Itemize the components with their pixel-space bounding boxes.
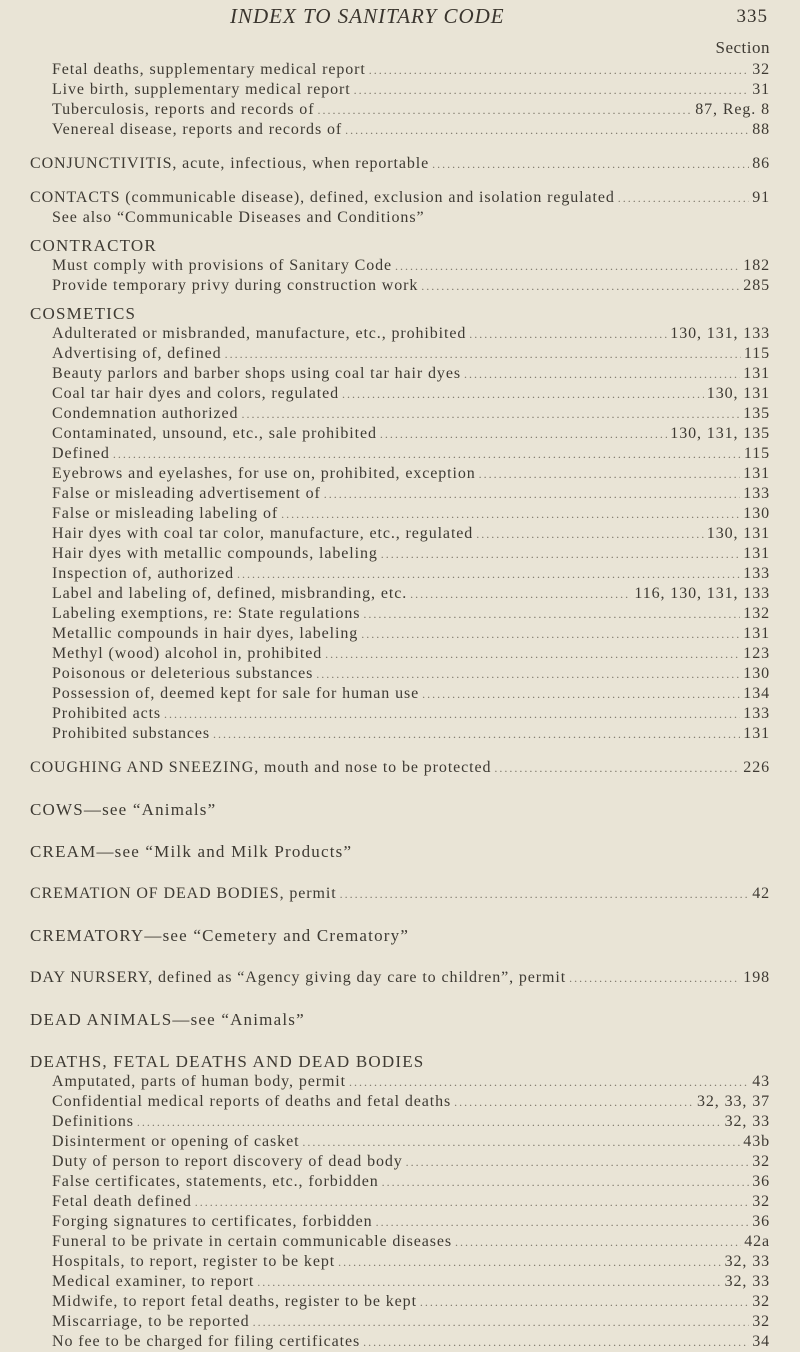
entry-text: Tuberculosis, reports and records of xyxy=(52,101,315,118)
index-entry xyxy=(0,384,800,404)
index-entry xyxy=(0,758,800,778)
dot-leader xyxy=(253,1312,750,1332)
entry-text: CONJUNCTIVITIS, acute, infectious, when reportable xyxy=(30,155,430,172)
section-column-header: Section xyxy=(715,38,770,57)
dot-leader xyxy=(406,1152,750,1172)
index-entry xyxy=(0,684,800,704)
entry-text: Methyl (wood) alcohol in, prohibited xyxy=(52,645,323,662)
section-ref: 36 xyxy=(752,1173,770,1190)
entry-text: Fetal deaths, supplementary medical report xyxy=(52,61,366,78)
deaths-group xyxy=(0,1072,800,1352)
index-entry xyxy=(0,544,800,564)
index-entry xyxy=(0,604,800,624)
section-ref: 132 xyxy=(743,605,770,622)
index-entry xyxy=(0,884,800,904)
section-ref: 131 xyxy=(743,365,770,382)
dot-leader xyxy=(476,524,704,544)
entry-text: Coal tar hair dyes and colors, regulated xyxy=(52,385,340,402)
index-entry xyxy=(0,1212,800,1232)
entry-text: No fee to be charged for filing certificates xyxy=(52,1333,361,1350)
index-entry xyxy=(0,1252,800,1272)
section-ref: 32 xyxy=(752,1153,770,1170)
fetal-deaths-group xyxy=(0,60,800,140)
coughing-entry xyxy=(0,758,800,778)
index-entry xyxy=(0,1312,800,1332)
section-ref: 43 xyxy=(752,1073,770,1090)
entry-text: Live birth, supplementary medical report xyxy=(52,81,351,98)
index-entry xyxy=(0,584,800,604)
section-ref: 134 xyxy=(743,685,770,702)
entry-text: Advertising of, defined xyxy=(52,345,222,362)
entry-text: Funeral to be private in certain communicable diseases xyxy=(52,1233,453,1250)
conjunctivitis-entry xyxy=(0,154,800,174)
entry-text: Venereal disease, reports and records of xyxy=(52,121,343,138)
contractor-group xyxy=(0,256,800,296)
dot-leader xyxy=(257,1272,721,1292)
index-entry xyxy=(0,624,800,644)
dot-leader xyxy=(225,344,741,364)
entry-text: Condemnation authorized xyxy=(52,405,239,422)
section-ref: 32, 33 xyxy=(724,1113,770,1130)
section-ref: 285 xyxy=(743,277,770,294)
dot-leader xyxy=(316,664,740,684)
contacts-see-also: See also “Communicable Diseases and Conditions” xyxy=(52,209,425,226)
section-ref: 87, Reg. 8 xyxy=(695,101,770,118)
dot-leader xyxy=(241,404,740,424)
dot-leader xyxy=(376,1212,750,1232)
entry-text: CONTACTS (communicable disease), defined, exclusion and isolation regulated xyxy=(30,189,615,206)
index-entry xyxy=(0,404,800,424)
entry-text: Prohibited substances xyxy=(52,725,210,742)
entry-text: Miscarriage, to be reported xyxy=(52,1313,250,1330)
entry-text: Eyebrows and eyelashes, for use on, prohibited, exception xyxy=(52,465,476,482)
index-entry xyxy=(0,424,800,444)
section-ref: 31 xyxy=(752,81,770,98)
index-entry xyxy=(0,1332,800,1352)
index-entry xyxy=(0,1172,800,1192)
entry-text: Confidential medical reports of deaths and fetal deaths xyxy=(52,1093,452,1110)
index-entries xyxy=(0,60,800,1352)
entry-text: Prohibited acts xyxy=(52,705,162,722)
section-ref: 133 xyxy=(743,705,770,722)
section-ref: 32 xyxy=(752,1293,770,1310)
dot-leader xyxy=(469,324,667,344)
section-ref: 91 xyxy=(752,189,770,206)
index-entry xyxy=(0,1132,800,1152)
entry-text: Poisonous or deleterious substances xyxy=(52,665,314,682)
entry-text: Fetal death defined xyxy=(52,1193,192,1210)
dot-leader xyxy=(302,1132,740,1152)
dot-leader xyxy=(349,1072,749,1092)
dot-leader xyxy=(195,1192,749,1212)
dot-leader xyxy=(338,1252,722,1272)
entry-text: Disinterment or opening of casket xyxy=(52,1133,300,1150)
entry-text: Labeling exemptions, re: State regulations xyxy=(52,605,361,622)
section-ref: 131 xyxy=(743,625,770,642)
index-entry xyxy=(0,1152,800,1172)
dot-leader xyxy=(281,504,740,524)
section-ref: 130, 131, 135 xyxy=(670,425,770,442)
section-ref: 115 xyxy=(743,445,770,462)
entry-text: False or misleading advertisement of xyxy=(52,485,321,502)
entry-text: Label and labeling of, defined, misbranding, etc. xyxy=(52,585,408,602)
index-entry xyxy=(0,664,800,684)
crematory-entry: CREMATORY—see “Cemetery and Crematory” xyxy=(30,926,410,945)
entry-text: Contaminated, unsound, etc., sale prohibited xyxy=(52,425,377,442)
entry-text: Provide temporary privy during construction work xyxy=(52,277,419,294)
section-ref: 130 xyxy=(743,665,770,682)
dot-leader xyxy=(464,364,740,384)
section-ref: 130, 131 xyxy=(706,525,770,542)
dot-leader xyxy=(381,544,741,564)
dot-leader xyxy=(421,276,740,296)
section-ref: 116, 130, 131, 133 xyxy=(634,585,770,602)
section-ref: 123 xyxy=(743,645,770,662)
entry-text: Hair dyes with metallic compounds, labeling xyxy=(52,545,378,562)
dot-leader xyxy=(395,256,740,276)
cremation-entry xyxy=(0,884,800,904)
section-ref: 32, 33 xyxy=(724,1273,770,1290)
entry-text: Beauty parlors and barber shops using coal tar hair dyes xyxy=(52,365,461,382)
contractor-heading: CONTRACTOR xyxy=(30,236,157,255)
dot-leader xyxy=(420,1292,749,1312)
dot-leader xyxy=(380,424,667,444)
index-entry xyxy=(0,1232,800,1252)
index-entry xyxy=(0,256,800,276)
entry-text: Possession of, deemed kept for sale for human use xyxy=(52,685,420,702)
cosmetics-heading: COSMETICS xyxy=(30,304,137,323)
section-ref: 131 xyxy=(743,545,770,562)
section-ref: 36 xyxy=(752,1213,770,1230)
dot-leader xyxy=(422,684,740,704)
section-ref: 130, 131, 133 xyxy=(670,325,770,342)
section-ref: 34 xyxy=(752,1333,770,1350)
entry-text: CREMATION OF DEAD BODIES, permit xyxy=(30,885,337,902)
deaths-heading: DEATHS, FETAL DEATHS AND DEAD BODIES xyxy=(30,1052,425,1071)
index-entry xyxy=(0,968,800,988)
dot-leader xyxy=(113,444,741,464)
page-header xyxy=(0,2,800,32)
dot-leader xyxy=(363,1332,749,1352)
section-ref: 86 xyxy=(752,155,770,172)
entry-text: Definitions xyxy=(52,1113,134,1130)
dot-leader xyxy=(237,564,740,584)
dot-leader xyxy=(340,884,750,904)
cosmetics-group xyxy=(0,324,800,744)
index-entry xyxy=(0,1112,800,1132)
section-ref: 42 xyxy=(752,885,770,902)
dot-leader xyxy=(361,624,740,644)
index-entry xyxy=(0,464,800,484)
index-entry xyxy=(0,564,800,584)
running-head: INDEX TO SANITARY CODE xyxy=(230,4,505,28)
dot-leader xyxy=(569,968,740,988)
dot-leader xyxy=(494,758,740,778)
dot-leader xyxy=(137,1112,722,1132)
section-ref: 131 xyxy=(743,465,770,482)
entry-text: Metallic compounds in hair dyes, labeling xyxy=(52,625,359,642)
entry-text: DAY NURSERY, defined as “Agency giving day care to children”, permit xyxy=(30,969,567,986)
dot-leader xyxy=(410,584,631,604)
section-ref: 131 xyxy=(743,725,770,742)
index-entry xyxy=(0,1072,800,1092)
dot-leader xyxy=(454,1092,694,1112)
entry-text: False or misleading labeling of xyxy=(52,505,279,522)
entry-text: Hair dyes with coal tar color, manufacture, etc., regulated xyxy=(52,525,474,542)
index-entry xyxy=(0,444,800,464)
section-ref: 182 xyxy=(743,257,770,274)
dot-leader xyxy=(324,484,741,504)
index-entry xyxy=(0,1092,800,1112)
day-nursery-entry xyxy=(0,968,800,988)
dot-leader xyxy=(479,464,741,484)
dot-leader xyxy=(213,724,740,744)
index-entry xyxy=(0,524,800,544)
dot-leader xyxy=(455,1232,741,1252)
entry-text: Amputated, parts of human body, permit xyxy=(52,1073,346,1090)
entry-text: False certificates, statements, etc., forbidden xyxy=(52,1173,379,1190)
section-ref: 32, 33 xyxy=(724,1253,770,1270)
index-entry xyxy=(0,100,800,120)
index-entry xyxy=(0,324,800,344)
section-ref: 130 xyxy=(743,505,770,522)
index-entry xyxy=(0,1192,800,1212)
section-ref: 88 xyxy=(752,121,770,138)
section-ref: 115 xyxy=(743,345,770,362)
index-entry xyxy=(0,154,800,174)
section-ref: 135 xyxy=(743,405,770,422)
section-ref: 43b xyxy=(743,1133,770,1150)
section-ref: 32 xyxy=(752,1313,770,1330)
section-ref: 42a xyxy=(744,1233,770,1250)
index-entry xyxy=(0,344,800,364)
section-ref: 32 xyxy=(752,61,770,78)
entry-text: Defined xyxy=(52,445,110,462)
entry-text: Medical examiner, to report xyxy=(52,1273,255,1290)
section-ref: 32, 33, 37 xyxy=(697,1093,770,1110)
section-ref: 133 xyxy=(743,485,770,502)
cream-entry: CREAM—see “Milk and Milk Products” xyxy=(30,842,353,861)
index-entry xyxy=(0,484,800,504)
dot-leader xyxy=(382,1172,750,1192)
dot-leader xyxy=(345,120,749,140)
index-entry xyxy=(0,1272,800,1292)
section-ref: 198 xyxy=(743,969,770,986)
section-ref: 133 xyxy=(743,565,770,582)
dot-leader xyxy=(317,100,692,120)
dot-leader xyxy=(342,384,704,404)
dot-leader xyxy=(432,154,749,174)
contacts-entry xyxy=(0,188,800,208)
dead-animals-entry: DEAD ANIMALS—see “Animals” xyxy=(30,1010,305,1029)
entry-text: Hospitals, to report, register to be kept xyxy=(52,1253,336,1270)
index-entry xyxy=(0,704,800,724)
index-entry xyxy=(0,644,800,664)
entry-text: Duty of person to report discovery of dead body xyxy=(52,1153,403,1170)
entry-text: COUGHING AND SNEEZING, mouth and nose to be protected xyxy=(30,759,492,776)
section-ref: 130, 131 xyxy=(706,385,770,402)
index-entry xyxy=(0,188,800,208)
index-entry xyxy=(0,724,800,744)
index-entry xyxy=(0,504,800,524)
page-number: 335 xyxy=(736,6,768,27)
dot-leader xyxy=(618,188,749,208)
index-entry xyxy=(0,1292,800,1312)
cows-entry: COWS—see “Animals” xyxy=(30,800,217,819)
index-entry xyxy=(0,120,800,140)
index-entry xyxy=(0,60,800,80)
section-ref: 32 xyxy=(752,1193,770,1210)
dot-leader xyxy=(369,60,749,80)
index-entry xyxy=(0,276,800,296)
entry-text: Inspection of, authorized xyxy=(52,565,234,582)
dot-leader xyxy=(363,604,740,624)
entry-text: Midwife, to report fetal deaths, register to be kept xyxy=(52,1293,417,1310)
index-entry xyxy=(0,80,800,100)
dot-leader xyxy=(164,704,740,724)
entry-text: Must comply with provisions of Sanitary Code xyxy=(52,257,393,274)
dot-leader xyxy=(354,80,750,100)
section-ref: 226 xyxy=(743,759,770,776)
index-entry xyxy=(0,364,800,384)
dot-leader xyxy=(325,644,740,664)
entry-text: Forging signatures to certificates, forbidden xyxy=(52,1213,373,1230)
entry-text: Adulterated or misbranded, manufacture, etc., prohibited xyxy=(52,325,467,342)
